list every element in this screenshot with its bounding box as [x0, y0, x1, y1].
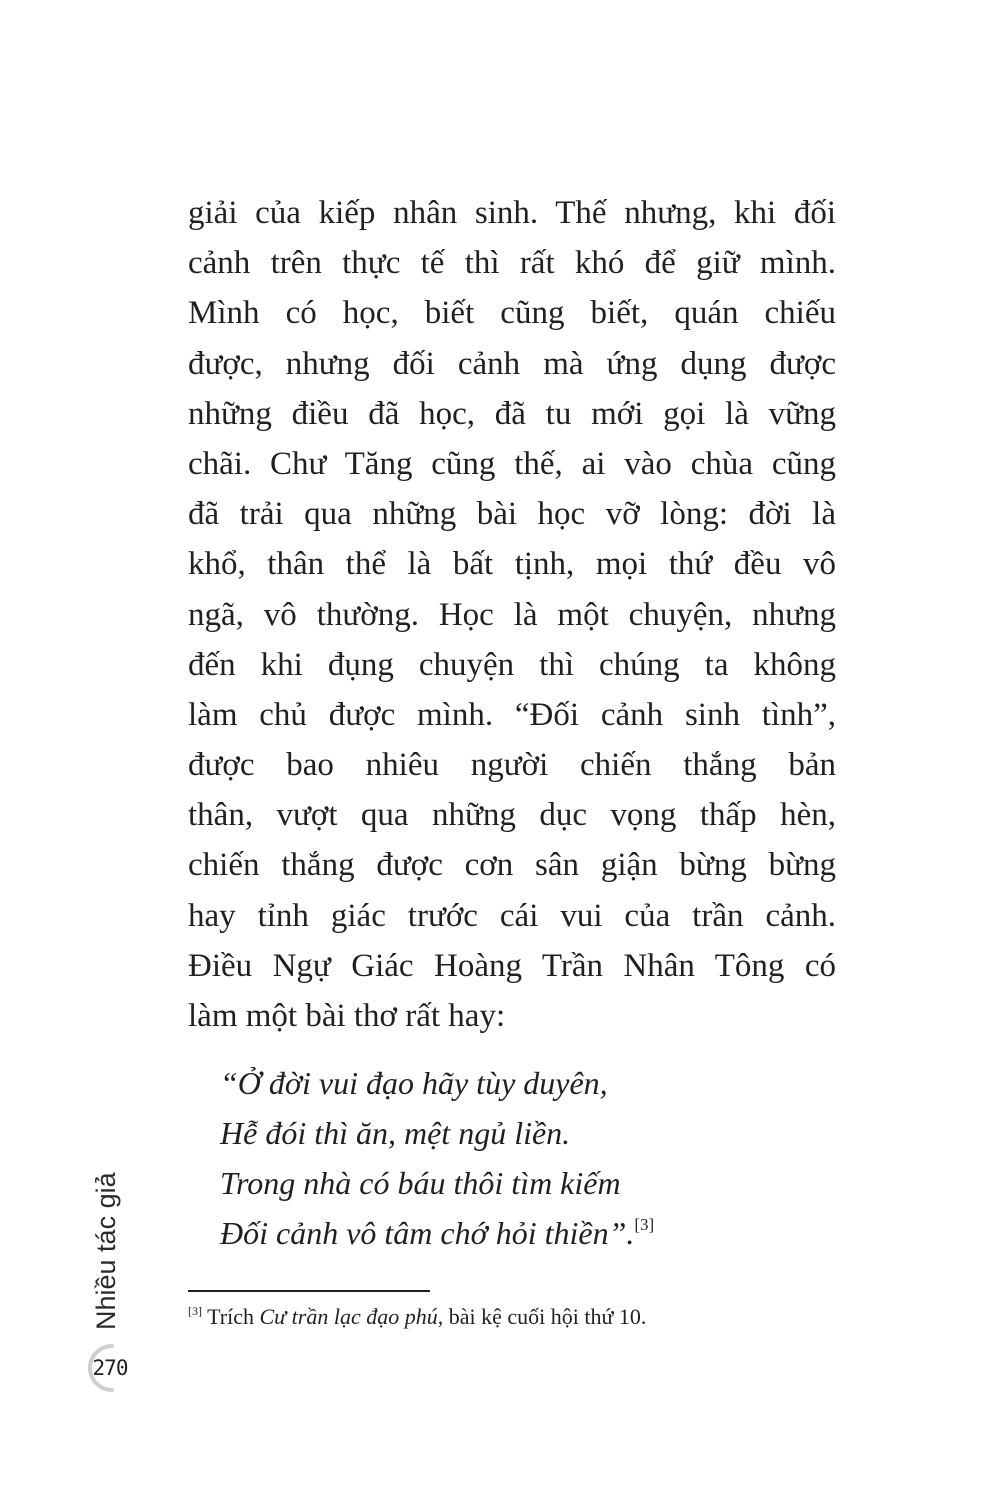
running-head-text: Nhiều tác giả	[91, 1172, 121, 1330]
body-line: đến khi đụng chuyện thì chúng ta không	[188, 646, 836, 683]
footnote-prefix: Trích	[202, 1304, 260, 1329]
poem-verse: Hễ đói thì ăn, mệt ngủ liền.	[220, 1115, 571, 1151]
body-line: đã trải qua những bài học vỡ lòng: đời là	[188, 496, 836, 533]
body-line: những điều đã học, đã tu mới gọi là vững	[188, 395, 836, 432]
body-line: thân, vượt qua những dục vọng thấp hèn,	[188, 797, 836, 834]
page-number: 270	[92, 1356, 128, 1380]
body-line: cảnh trên thực tế thì rất khó để giữ mình.	[188, 245, 836, 282]
body-line: Điều Ngự Giác Hoàng Trần Nhân Tông có	[188, 947, 836, 984]
poem-quote	[220, 1058, 840, 1258]
poem-verse-text: Đối cảnh vô tâm chớ hỏi thiền”.	[220, 1215, 635, 1251]
page-number-badge	[82, 1340, 138, 1396]
footnote-work-title: Cư trần lạc đạo phú	[259, 1304, 438, 1329]
body-line: được, nhưng đối cảnh mà ứng dụng được	[188, 345, 836, 382]
body-paragraph	[188, 188, 836, 1041]
footnote	[188, 1300, 838, 1334]
footnote-marker: [3]	[188, 1304, 202, 1318]
body-line: chiến thắng được cơn sân giận bừng bừng	[188, 847, 836, 884]
footnote-reference[interactable]: [3]	[634, 1215, 655, 1234]
body-line: chãi. Chư Tăng cũng thế, ai vào chùa cũng	[188, 445, 836, 482]
footnote-divider	[188, 1290, 430, 1292]
body-line: giải của kiếp nhân sinh. Thế nhưng, khi đối	[188, 195, 836, 231]
body-line: Mình có học, biết cũng biết, quán chiếu	[188, 295, 836, 332]
poem-verse-last	[220, 1208, 840, 1258]
body-line: được bao nhiêu người chiến thắng bản	[188, 747, 836, 784]
running-head	[88, 1150, 124, 1330]
footnote-suffix: , bài kệ cuối hội thứ 10.	[437, 1304, 647, 1329]
poem-verse: “Ở đời vui đạo hãy tùy duyên,	[220, 1065, 608, 1101]
body-line: làm một bài thơ rất hay:	[188, 998, 506, 1034]
poem-verse: Trong nhà có báu thôi tìm kiếm	[220, 1165, 621, 1201]
body-line: ngã, vô thường. Học là một chuyện, nhưng	[188, 596, 836, 633]
body-line: khổ, thân thể là bất tịnh, mọi thứ đều vô	[188, 546, 836, 583]
body-line: hay tỉnh giác trước cái vui của trần cảnh.	[188, 897, 836, 934]
body-line: làm chủ được mình. “Đối cảnh sinh tình”,	[188, 696, 836, 733]
